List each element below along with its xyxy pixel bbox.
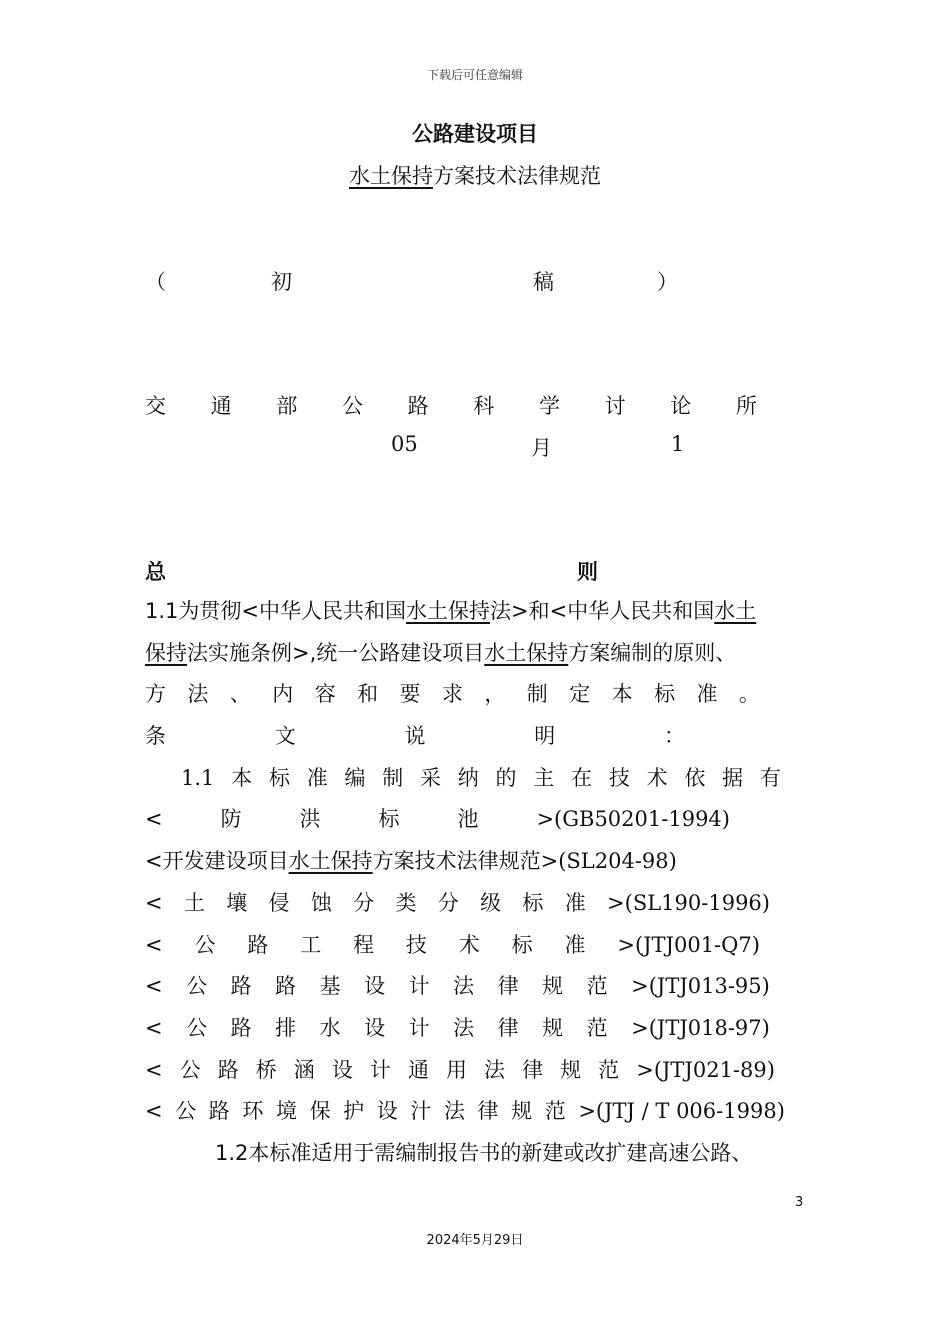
text-span: 本 — [231, 765, 253, 790]
text-span: 公 — [179, 1057, 201, 1082]
text-span: 和 — [357, 682, 379, 707]
text-span: 技 — [608, 765, 630, 790]
text-span: 律 — [522, 1057, 544, 1082]
section-heading — [145, 556, 598, 586]
text-span: 1.1为贯彻<中华人民共和国 — [145, 599, 406, 623]
text-span: 汁 — [410, 1099, 432, 1124]
text-span: >(SL190-1996) — [607, 890, 770, 915]
subtitle-rest: 方案技术法律规范 — [433, 164, 601, 188]
text-span: 计 — [369, 1057, 391, 1082]
date-month: 月 — [531, 436, 552, 460]
reference-item — [145, 1091, 785, 1133]
text-span: 壤 — [226, 890, 248, 915]
text-span: 防 — [220, 807, 242, 832]
text-span: 技 — [405, 932, 427, 957]
text-span: 桥 — [255, 1057, 277, 1082]
para-line: 1.2本标准适用于需编制报告书的新建或改扩建高速公路、 — [215, 1140, 753, 1165]
text-span: >(JTJ021-89) — [636, 1057, 775, 1082]
text-span: >(JTJ001-Q7) — [617, 932, 760, 957]
reference-item — [145, 799, 730, 841]
date-day: 1 — [671, 432, 685, 456]
text-span: 公 — [194, 932, 216, 957]
org-name — [145, 390, 757, 420]
text-span: 涵 — [293, 1057, 315, 1082]
text-span: 池 — [457, 807, 479, 832]
text-span: 内 — [272, 682, 294, 707]
text-span: 基 — [319, 974, 341, 999]
reference-item — [145, 925, 760, 967]
text-span: >(JTJ013-95) — [631, 974, 770, 999]
text-span: 环 — [242, 1099, 264, 1124]
text-span: 准 — [564, 890, 586, 915]
text-span: 在 — [571, 765, 593, 790]
text-span: 规 — [542, 974, 564, 999]
text-span: 制 — [526, 682, 548, 707]
para-line — [181, 758, 781, 800]
date-year: 05 — [391, 432, 418, 456]
text-span: 法 — [443, 1099, 465, 1124]
text-span: 蚀 — [310, 890, 332, 915]
text-span: 方案编制的原则、 — [568, 640, 737, 665]
draft-close-paren: ） — [657, 270, 678, 294]
text-span: 水土保持 — [406, 599, 490, 623]
text-span: 纳 — [457, 765, 479, 790]
text-span: 公 — [186, 1015, 208, 1040]
text-span: 的 — [495, 765, 517, 790]
org-char: 科 — [473, 394, 495, 418]
reference-item — [145, 966, 770, 1008]
text-span: < — [145, 974, 163, 999]
text-span: 法 — [484, 1057, 506, 1082]
body-text — [145, 591, 810, 1175]
text-span: 条 — [145, 724, 166, 749]
date-line — [0, 432, 950, 464]
draft-char-1: 初 — [271, 270, 292, 294]
text-span: 公 — [175, 1099, 197, 1124]
text-span: 术 — [458, 932, 480, 957]
text-span: 编 — [344, 765, 366, 790]
text-span: 范 — [598, 1057, 620, 1082]
draft-char-2: 稿 — [533, 270, 554, 294]
text-span: 文 — [274, 724, 296, 749]
text-span: 计 — [408, 974, 430, 999]
para-line — [145, 674, 760, 716]
text-span: 范 — [586, 1015, 608, 1040]
text-span: 设 — [331, 1057, 353, 1082]
text-span: 水土 — [714, 599, 757, 623]
reference-item — [145, 883, 770, 925]
text-span: 排 — [275, 1015, 297, 1040]
org-char: 讨 — [604, 394, 626, 418]
text-span: 级 — [480, 890, 502, 915]
text-span: 用 — [445, 1057, 467, 1082]
text-span: 标 — [654, 682, 676, 707]
text-span: 。 — [738, 682, 760, 707]
section-char-1: 总 — [145, 560, 166, 584]
text-span: 、 — [229, 682, 251, 707]
reference-item — [145, 1050, 775, 1092]
reference-item — [145, 841, 810, 883]
text-span: 侵 — [268, 890, 290, 915]
text-span: 设 — [364, 1015, 386, 1040]
text-span: 分 — [353, 890, 375, 915]
text-span: 范 — [544, 1099, 566, 1124]
text-span: < — [145, 890, 163, 915]
org-char: 部 — [276, 394, 298, 418]
text-span: 法实施条例>,统一公路建设项目 — [187, 640, 485, 665]
text-span: 水土保持 — [288, 849, 373, 874]
text-span: < — [145, 1015, 163, 1040]
text-span: < — [145, 932, 163, 957]
text-span: 洪 — [299, 807, 321, 832]
text-span: 法 — [187, 682, 209, 707]
text-span: 有 — [759, 765, 781, 790]
org-char: 公 — [341, 394, 363, 418]
text-span: 说 — [404, 724, 426, 749]
text-span: 方 — [145, 682, 166, 707]
text-span: ， — [484, 682, 506, 707]
text-span: 护 — [343, 1099, 365, 1124]
draft-line — [145, 266, 685, 298]
text-span: 律 — [477, 1099, 499, 1124]
text-span: >(GB50201-1994) — [536, 807, 730, 832]
text-span: 法 — [453, 974, 475, 999]
section-char-2: 则 — [577, 560, 598, 584]
text-span: 容 — [314, 682, 336, 707]
para-line — [145, 633, 810, 675]
text-span: 准 — [696, 682, 718, 707]
page-number: 3 — [795, 1195, 804, 1210]
org-char: 通 — [210, 394, 232, 418]
text-span: 路 — [208, 1099, 230, 1124]
text-span: 路 — [247, 932, 269, 957]
text-span: < — [145, 1057, 163, 1082]
text-span: 规 — [511, 1099, 533, 1124]
text-span: 法>和<中华人民共和国 — [490, 599, 715, 623]
text-span: 分 — [437, 890, 459, 915]
text-span: 要 — [399, 682, 421, 707]
text-span: 范 — [586, 974, 608, 999]
org-char: 学 — [538, 394, 560, 418]
footer-date: 2024年5月29日 — [426, 1233, 524, 1248]
text-span: 工 — [300, 932, 322, 957]
text-span: 路 — [275, 974, 297, 999]
text-span: <开发建设项目 — [145, 849, 289, 874]
text-span: 土 — [183, 890, 205, 915]
text-span: 通 — [407, 1057, 429, 1082]
text-span: 律 — [497, 1015, 519, 1040]
org-char: 论 — [670, 394, 692, 418]
text-span: 设 — [376, 1099, 398, 1124]
text-span: 路 — [230, 974, 252, 999]
text-span: 标 — [522, 890, 544, 915]
text-span: 主 — [533, 765, 555, 790]
text-span: 设 — [364, 974, 386, 999]
text-span: 水土保持 — [484, 640, 569, 665]
org-char: 所 — [735, 394, 757, 418]
subtitle-underlined: 水土保持 — [349, 164, 433, 188]
text-span: 制 — [382, 765, 404, 790]
text-span: 类 — [395, 890, 417, 915]
draft-open-paren: （ — [145, 270, 166, 294]
text-span: 规 — [542, 1015, 564, 1040]
explanation-heading — [145, 716, 685, 758]
doc-subtitle — [0, 160, 950, 190]
text-span: 标 — [268, 765, 290, 790]
reference-item — [145, 1008, 770, 1050]
text-span: 计 — [408, 1015, 430, 1040]
text-span: 求 — [441, 682, 463, 707]
text-span: 1.1 — [181, 765, 215, 790]
doc-title: 公路建设项目 — [412, 122, 538, 146]
text-span: 标 — [378, 807, 400, 832]
text-span: < — [145, 1099, 163, 1124]
text-span: 公 — [186, 974, 208, 999]
text-span: 水 — [319, 1015, 341, 1040]
text-span: 保持 — [145, 640, 187, 665]
text-span: < — [145, 807, 163, 832]
text-span: 依 — [684, 765, 706, 790]
org-char: 路 — [407, 394, 429, 418]
text-span: 路 — [230, 1015, 252, 1040]
text-span: 准 — [306, 765, 328, 790]
text-span: >(JTJ / T 006-1998) — [578, 1099, 785, 1124]
text-span: 境 — [275, 1099, 297, 1124]
text-span: 方案技术法律规范>(SL204-98) — [372, 849, 677, 874]
para-line — [145, 591, 810, 633]
text-span: 法 — [453, 1015, 475, 1040]
text-span: 路 — [217, 1057, 239, 1082]
text-span: 保 — [309, 1099, 331, 1124]
text-span: 规 — [560, 1057, 582, 1082]
text-span: 据 — [722, 765, 744, 790]
text-span: 明 — [534, 724, 556, 749]
text-span: 律 — [497, 974, 519, 999]
text-span: 准 — [564, 932, 586, 957]
text-span: >(JTJ018-97) — [631, 1015, 770, 1040]
text-span: 术 — [646, 765, 668, 790]
text-span: 采 — [420, 765, 441, 790]
header-note: 下载后可任意编辑 — [426, 68, 523, 82]
text-span: 定 — [569, 682, 591, 707]
text-span: ： — [664, 724, 685, 749]
text-span: 本 — [611, 682, 633, 707]
org-char: 交 — [145, 394, 166, 418]
text-span: 程 — [353, 932, 375, 957]
text-span: 标 — [511, 932, 533, 957]
